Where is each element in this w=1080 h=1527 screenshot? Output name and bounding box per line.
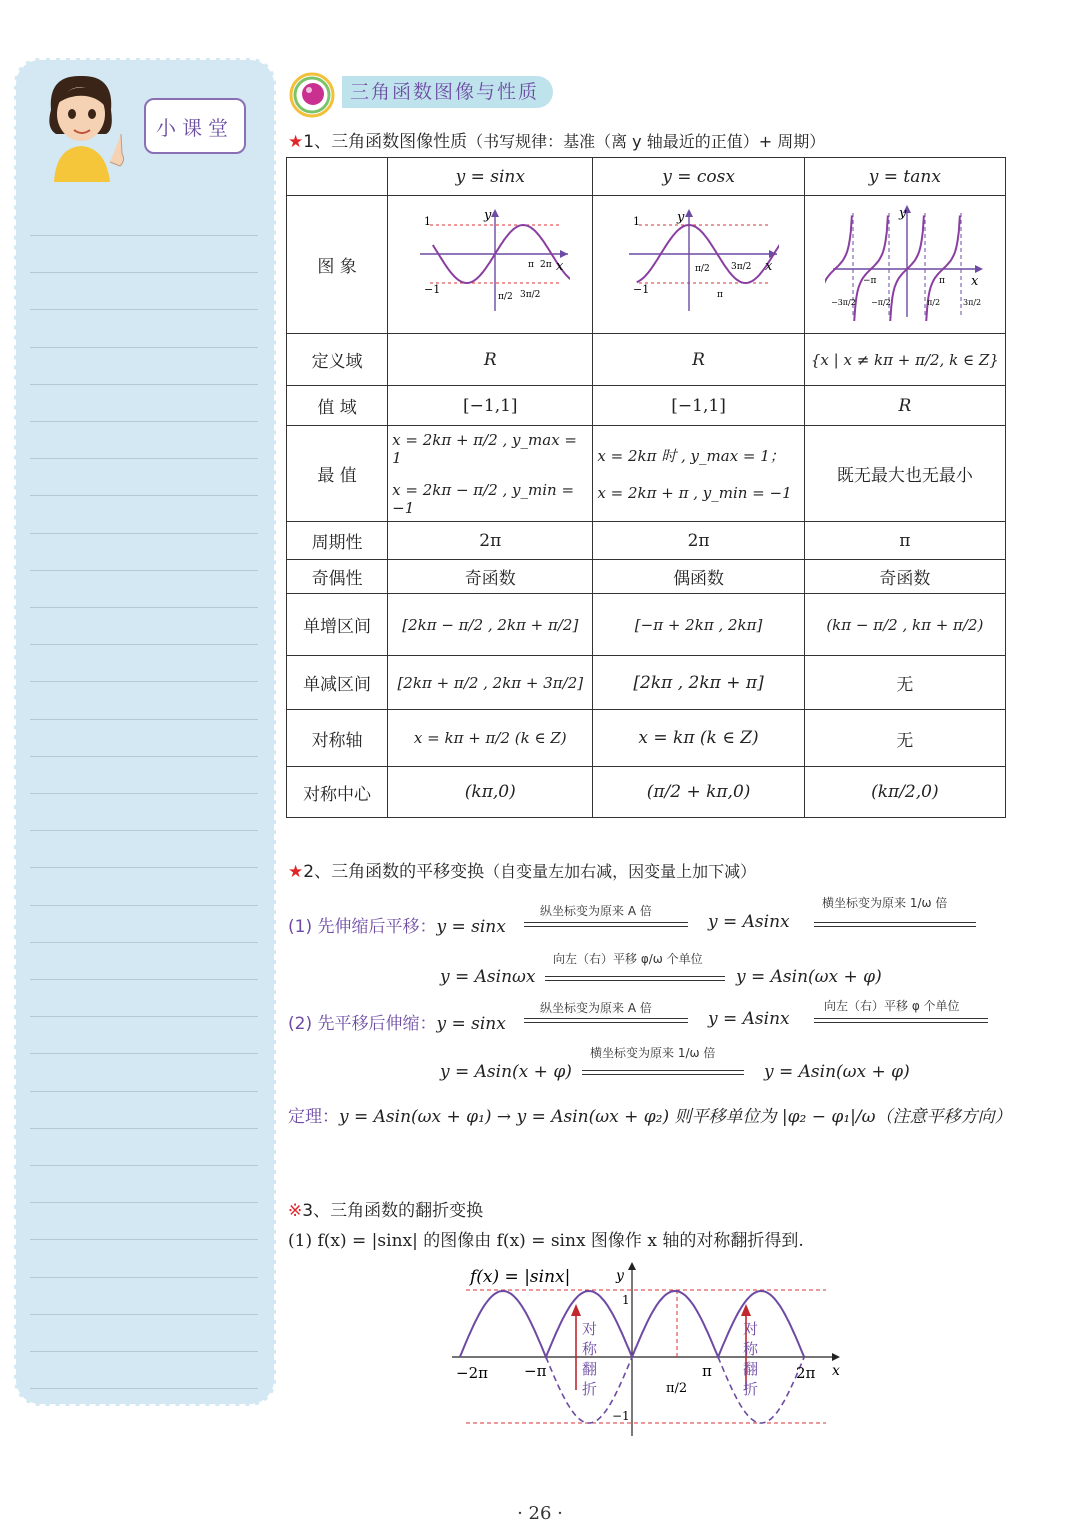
fold-char: 翻 [743, 1360, 759, 1378]
tan-pi-label: π [938, 276, 945, 286]
domain-cos: R [593, 334, 804, 386]
abs-one-label: 1 [622, 1293, 630, 1307]
m2-arrow2 [814, 1018, 988, 1019]
reference-mark-icon: ※ [288, 1201, 303, 1221]
axis-cos: x = kπ (k ∈ Z) [593, 710, 804, 767]
fold-char: 称 [582, 1340, 598, 1358]
note-line [30, 1277, 258, 1278]
extrema-cos [593, 426, 804, 522]
range-cos: [−1,1] [593, 386, 804, 426]
teacher-illustration [36, 70, 146, 185]
m2-arrow2b [814, 1022, 988, 1023]
m2-arrow1 [524, 1018, 688, 1019]
abs-negpi-label: −π [524, 1362, 547, 1380]
m1-arrow1 [524, 922, 688, 923]
sin-graph [410, 207, 570, 317]
abs-neg-one-label: −1 [612, 1409, 630, 1423]
note-line [30, 309, 258, 310]
m1-start: y = sinx [436, 917, 506, 937]
tan-neg3pi2-label: −3π/2 [830, 298, 856, 307]
abs-2pi-label: 2π [796, 1364, 816, 1382]
m2-start: y = sinx [436, 1014, 506, 1034]
m2-line2-start: y = Asin(x + φ) [440, 1062, 572, 1082]
note-line [30, 1091, 258, 1092]
note-line [30, 719, 258, 720]
cos-3pi2-label: 3π/2 [730, 262, 751, 272]
title-ball-icon [288, 72, 336, 118]
period-tan: π [804, 522, 1005, 560]
note-line [30, 1053, 258, 1054]
range-tan: R [804, 386, 1005, 426]
tan-pi2-label: π/2 [926, 298, 940, 307]
cos-graph [619, 207, 779, 317]
method2-title: (2) 先平移后伸缩： [288, 1014, 437, 1034]
note-line [30, 235, 258, 236]
axis-sin: x = kπ + π/2 (k ∈ Z) [388, 710, 593, 767]
note-line [30, 458, 258, 459]
note-line [30, 421, 258, 422]
theorem-label: 定理： [288, 1107, 339, 1127]
note-line [30, 1388, 258, 1389]
section2-heading: ★2、三角函数的平移变换（自变量左加右减，因变量上加下减） [288, 862, 757, 882]
graph-tan-cell [804, 196, 1005, 334]
cos-pi-label: π [716, 290, 723, 300]
graph-cos-cell [593, 196, 804, 334]
graph-sin-cell [388, 196, 593, 334]
sin-y-label: y [484, 208, 492, 223]
abs-fx-label: f(x) = |sinx| [470, 1267, 571, 1287]
m1-mid: y = Asinx [708, 912, 790, 932]
period-cos: 2π [593, 522, 804, 560]
sin-pi2-label: π/2 [498, 292, 513, 302]
extrema-cos-max: x = 2kπ 时 , y_max = 1； [597, 447, 785, 465]
increasing-cos: [−π + 2kπ , 2kπ] [593, 594, 804, 656]
center-sin: (kπ,0) [388, 767, 593, 818]
row-label-decreasing: 单减区间 [287, 656, 388, 710]
m1-arrow3 [545, 976, 725, 977]
increasing-sin: [2kπ − π/2 , 2kπ + π/2] [388, 594, 593, 656]
axis-tan: 无 [804, 710, 1005, 767]
decreasing-sin: [2kπ + π/2 , 2kπ + 3π/2] [388, 656, 593, 710]
m1-arrow2b [814, 926, 976, 927]
m1-arrow2 [814, 922, 976, 923]
m2-arrow3 [582, 1070, 744, 1071]
method1-line1 [288, 912, 506, 937]
note-line [30, 905, 258, 906]
note-line [30, 793, 258, 794]
note-line [30, 384, 258, 385]
header-tan: y = tanx [804, 158, 1005, 196]
decreasing-cos: [2kπ , 2kπ + π] [593, 656, 804, 710]
abs-pi-label: π [702, 1362, 712, 1380]
increasing-tan: (kπ − π/2 , kπ + π/2) [804, 594, 1005, 656]
range-sin: [−1,1] [388, 386, 593, 426]
tan-negpi2-label: −π/2 [870, 298, 891, 307]
note-line [30, 644, 258, 645]
note-line [30, 1202, 258, 1203]
m2-arrow3-label: 横坐标变为原来 1/ω 倍 [590, 1046, 716, 1060]
notes-sidebar [14, 58, 276, 1406]
row-label-domain: 定义域 [287, 334, 388, 386]
sin-2pi-label: 2π [540, 260, 552, 270]
star-icon: ★ [288, 132, 304, 152]
parity-tan: 奇函数 [804, 560, 1005, 594]
row-label-range: 值 域 [287, 386, 388, 426]
center-tan: (kπ/2,0) [804, 767, 1005, 818]
m1-arrow3b [545, 980, 725, 981]
fold-label-left [582, 1320, 598, 1398]
m2-arrow1b [524, 1022, 688, 1023]
note-line [30, 533, 258, 534]
header-empty [287, 158, 388, 196]
row-label-center: 对称中心 [287, 767, 388, 818]
theorem-text: y = Asin(ωx + φ₁) → y = Asin(ωx + φ₂) 则平移单位为 |φ₂ − φ₁|/ω（注意平移方向） [339, 1107, 1012, 1127]
note-line [30, 607, 258, 608]
fold-char: 折 [582, 1380, 598, 1398]
m1-arrow2-label: 横坐标变为原来 1/ω 倍 [822, 896, 948, 910]
note-line [30, 1128, 258, 1129]
row-label-graph: 图 象 [287, 196, 388, 334]
cos-neg-one: −1 [632, 283, 649, 296]
page-number: · 26 · [517, 1503, 563, 1524]
note-line [30, 1239, 258, 1240]
m2-mid: y = Asinx [708, 1009, 790, 1029]
section1-heading: ★1、三角函数图像性质（书写规律：基准（离 y 轴最近的正值）+ 周期） [288, 132, 826, 152]
extrema-sin-max: x = 2kπ + π/2 , y_max = 1 [392, 430, 577, 467]
sin-neg-one: −1 [424, 283, 441, 296]
row-label-extrema: 最 值 [287, 426, 388, 522]
note-line [30, 681, 258, 682]
abs-pi2-label: π/2 [666, 1381, 688, 1396]
note-line [30, 1351, 258, 1352]
method1-title: (1) 先伸缩后平移： [288, 917, 437, 937]
note-line [30, 1016, 258, 1017]
row-label-period: 周期性 [287, 522, 388, 560]
domain-sin: R [388, 334, 593, 386]
sidebar-label: 小课堂 [144, 98, 246, 154]
page-title: 三角函数图像与性质 [342, 76, 553, 108]
sin-pi-label: π [528, 260, 535, 270]
m1-end: y = Asin(ωx + φ) [736, 967, 882, 987]
tan-graph [825, 203, 985, 321]
abs-neg2pi-label: −2π [456, 1364, 488, 1382]
note-line [30, 830, 258, 831]
sin-3pi2-label: 3π/2 [520, 290, 541, 300]
properties-table [286, 157, 1006, 818]
abs-sin-graph [446, 1260, 856, 1440]
extrema-cos-min: x = 2kπ + π , y_min = −1 [597, 484, 792, 502]
domain-tan: {x | x ≠ kπ + π/2, k ∈ Z} [804, 334, 1005, 386]
decreasing-tan: 无 [804, 656, 1005, 710]
fold-char: 对 [582, 1320, 598, 1338]
sin-x-label: x [556, 259, 564, 274]
m2-arrow2-label: 向左（右）平移 φ 个单位 [824, 999, 960, 1013]
row-label-increasing: 单增区间 [287, 594, 388, 656]
tan-y-label: y [898, 206, 907, 221]
row-label-parity: 奇偶性 [287, 560, 388, 594]
abs-y-label: y [616, 1268, 624, 1284]
m2-end: y = Asin(ωx + φ) [764, 1062, 910, 1082]
row-label-axis: 对称轴 [287, 710, 388, 767]
header-sin: y = sinx [388, 158, 593, 196]
note-line [30, 867, 258, 868]
fold-char: 折 [743, 1380, 759, 1398]
fold-char: 称 [743, 1340, 759, 1358]
m1-arrow3-label: 向左（右）平移 φ/ω 个单位 [553, 952, 703, 966]
tan-negpi-label: −π [862, 276, 877, 286]
parity-sin: 奇函数 [388, 560, 593, 594]
note-line [30, 1165, 258, 1166]
note-line [30, 570, 258, 571]
note-line [30, 495, 258, 496]
center-cos: (π/2 + kπ,0) [593, 767, 804, 818]
method2-line1 [288, 1009, 506, 1034]
m1-arrow1-label: 纵坐标变为原来 A 倍 [540, 904, 652, 918]
note-line [30, 347, 258, 348]
extrema-sin [388, 426, 593, 522]
m1-line2-start: y = Asinωx [440, 967, 536, 987]
abs-x-label: x [832, 1363, 840, 1379]
m1-arrow1b [524, 926, 688, 927]
note-line [30, 1314, 258, 1315]
section3-heading: ※3、三角函数的翻折变换 [288, 1201, 484, 1221]
theorem-line [288, 1102, 1011, 1127]
note-line [30, 756, 258, 757]
cos-one: 1 [632, 215, 640, 228]
header-cos: y = cosx [593, 158, 804, 196]
note-line [30, 942, 258, 943]
extrema-tan: 既无最大也无最小 [804, 426, 1005, 522]
fold-char: 对 [743, 1320, 759, 1338]
section3-text: (1) f(x) = |sinx| 的图像由 f(x) = sinx 图像作 x 轴的对称翻折得到. [288, 1231, 804, 1251]
note-line [30, 272, 258, 273]
m2-arrow1-label: 纵坐标变为原来 A 倍 [540, 1001, 652, 1015]
tan-x-label: x [970, 274, 979, 289]
extrema-sin-min: x = 2kπ − π/2 , y_min = −1 [392, 480, 575, 517]
sin-one: 1 [424, 215, 432, 228]
star-icon: ★ [288, 862, 304, 882]
parity-cos: 偶函数 [593, 560, 804, 594]
fold-char: 翻 [582, 1360, 598, 1378]
note-line [30, 979, 258, 980]
period-sin: 2π [388, 522, 593, 560]
tan-3pi2-label: 3π/2 [962, 298, 981, 307]
m2-arrow3b [582, 1074, 744, 1075]
cos-y-label: y [676, 210, 684, 225]
cos-x-label: x [764, 259, 772, 274]
cos-pi2-label: π/2 [694, 264, 710, 274]
